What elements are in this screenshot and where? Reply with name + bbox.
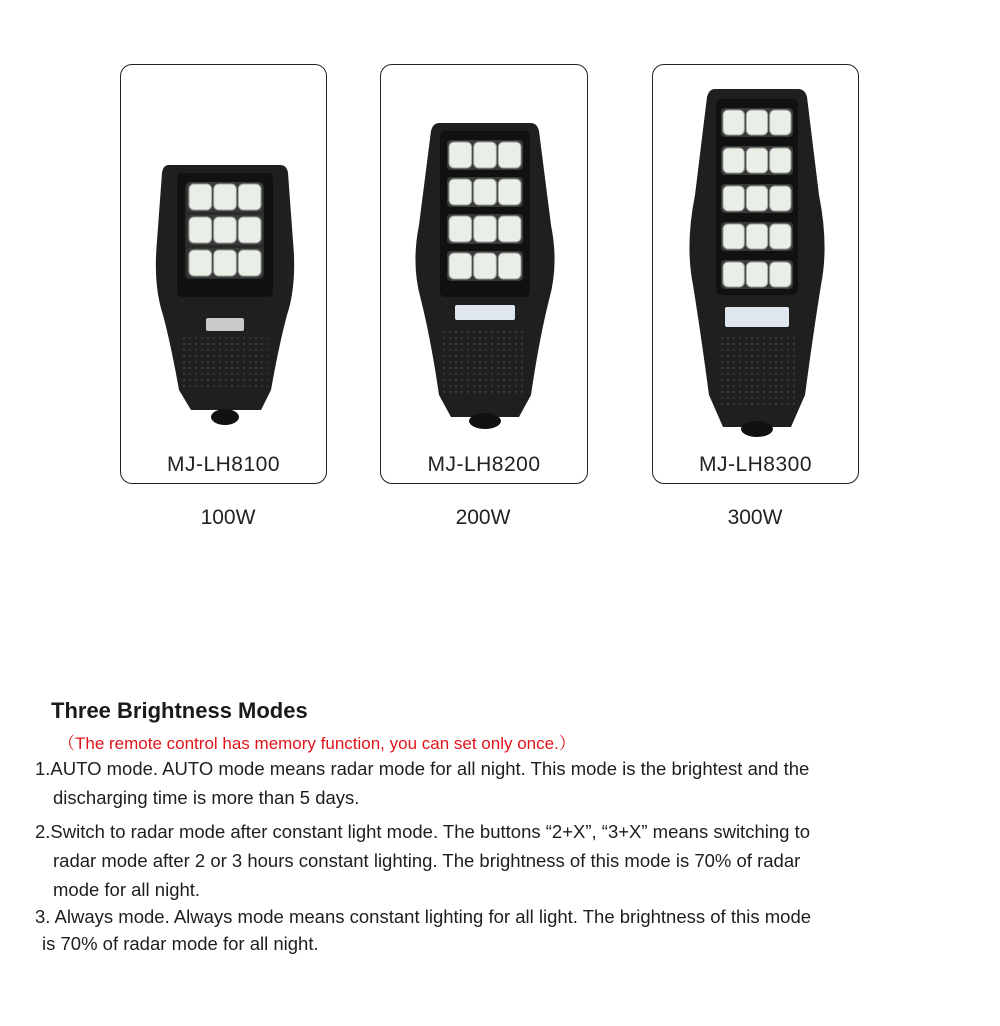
led-chip [723,186,744,211]
sensor-plate [725,307,789,327]
led-chip [449,179,472,205]
led-chip [449,142,472,168]
grille [181,337,268,387]
sensor-plate [206,318,244,331]
sensor-plate [455,305,515,320]
led-chip [449,216,472,242]
led-chip [238,250,261,276]
led-chip [746,262,767,287]
led-chip [474,253,497,279]
wattage-label: 200W [455,506,511,529]
model-label: MJ-LH8100 [166,453,281,476]
mode-2-line-3: mode for all night. [53,879,201,900]
street-light-image [653,65,860,485]
mode-2-line-1: 2.Switch to radar mode after constant light mode. The buttons “2+X”, “3+X” means switching to [35,821,810,842]
mode-2-line-2: radar mode after 2 or 3 hours constant lighting. The brightness of this mode is 70% of radar [53,850,801,871]
led-chip [746,110,767,135]
grille [443,327,527,397]
led-chip [214,250,237,276]
product-card-3 [652,64,859,484]
mount-bracket [469,413,501,429]
led-chip [474,216,497,242]
led-chip [214,217,237,243]
led-chip [770,224,791,249]
led-array [187,182,263,278]
mount-bracket [211,409,239,425]
grille [717,335,797,405]
led-chip [498,179,521,205]
led-chip [498,142,521,168]
section-title: Three Brightness Modes [51,698,308,723]
led-chip [770,148,791,173]
led-chip [189,217,212,243]
model-label: MJ-LH8200 [427,453,541,476]
led-chip [238,184,261,210]
wattage-label: 100W [200,506,256,529]
mount-bracket [741,421,773,437]
led-chip [189,184,212,210]
led-chip [746,224,767,249]
product-card-1 [120,64,327,484]
led-chip [474,142,497,168]
wattage-label: 300W [727,506,783,529]
led-chip [770,186,791,211]
led-chip [449,253,472,279]
section-note: （The remote control has memory function, you can set only once.） [58,734,576,753]
led-chip [770,262,791,287]
mode-1-line-2: discharging time is more than 5 days. [53,787,360,808]
led-chip [723,262,744,287]
led-chip [238,217,261,243]
led-array [721,108,793,289]
mode-3-line-2: is 70% of radar mode for all night. [42,933,319,954]
street-light-image [381,65,589,485]
mode-1-line-1: 1.AUTO mode. AUTO mode means radar mode for all night. This mode is the brightest and the [35,758,810,779]
led-chip [746,186,767,211]
product-card-2 [380,64,588,484]
led-chip [770,110,791,135]
led-chip [723,110,744,135]
led-chip [723,148,744,173]
street-light-image [121,65,328,485]
led-chip [498,216,521,242]
model-label: MJ-LH8300 [698,453,813,476]
led-chip [474,179,497,205]
led-chip [746,148,767,173]
led-chip [214,184,237,210]
led-chip [498,253,521,279]
led-chip [723,224,744,249]
mode-3-line-1: 3. Always mode. Always mode means constant lighting for all light. The brightness of this mode [35,906,812,927]
led-chip [189,250,212,276]
